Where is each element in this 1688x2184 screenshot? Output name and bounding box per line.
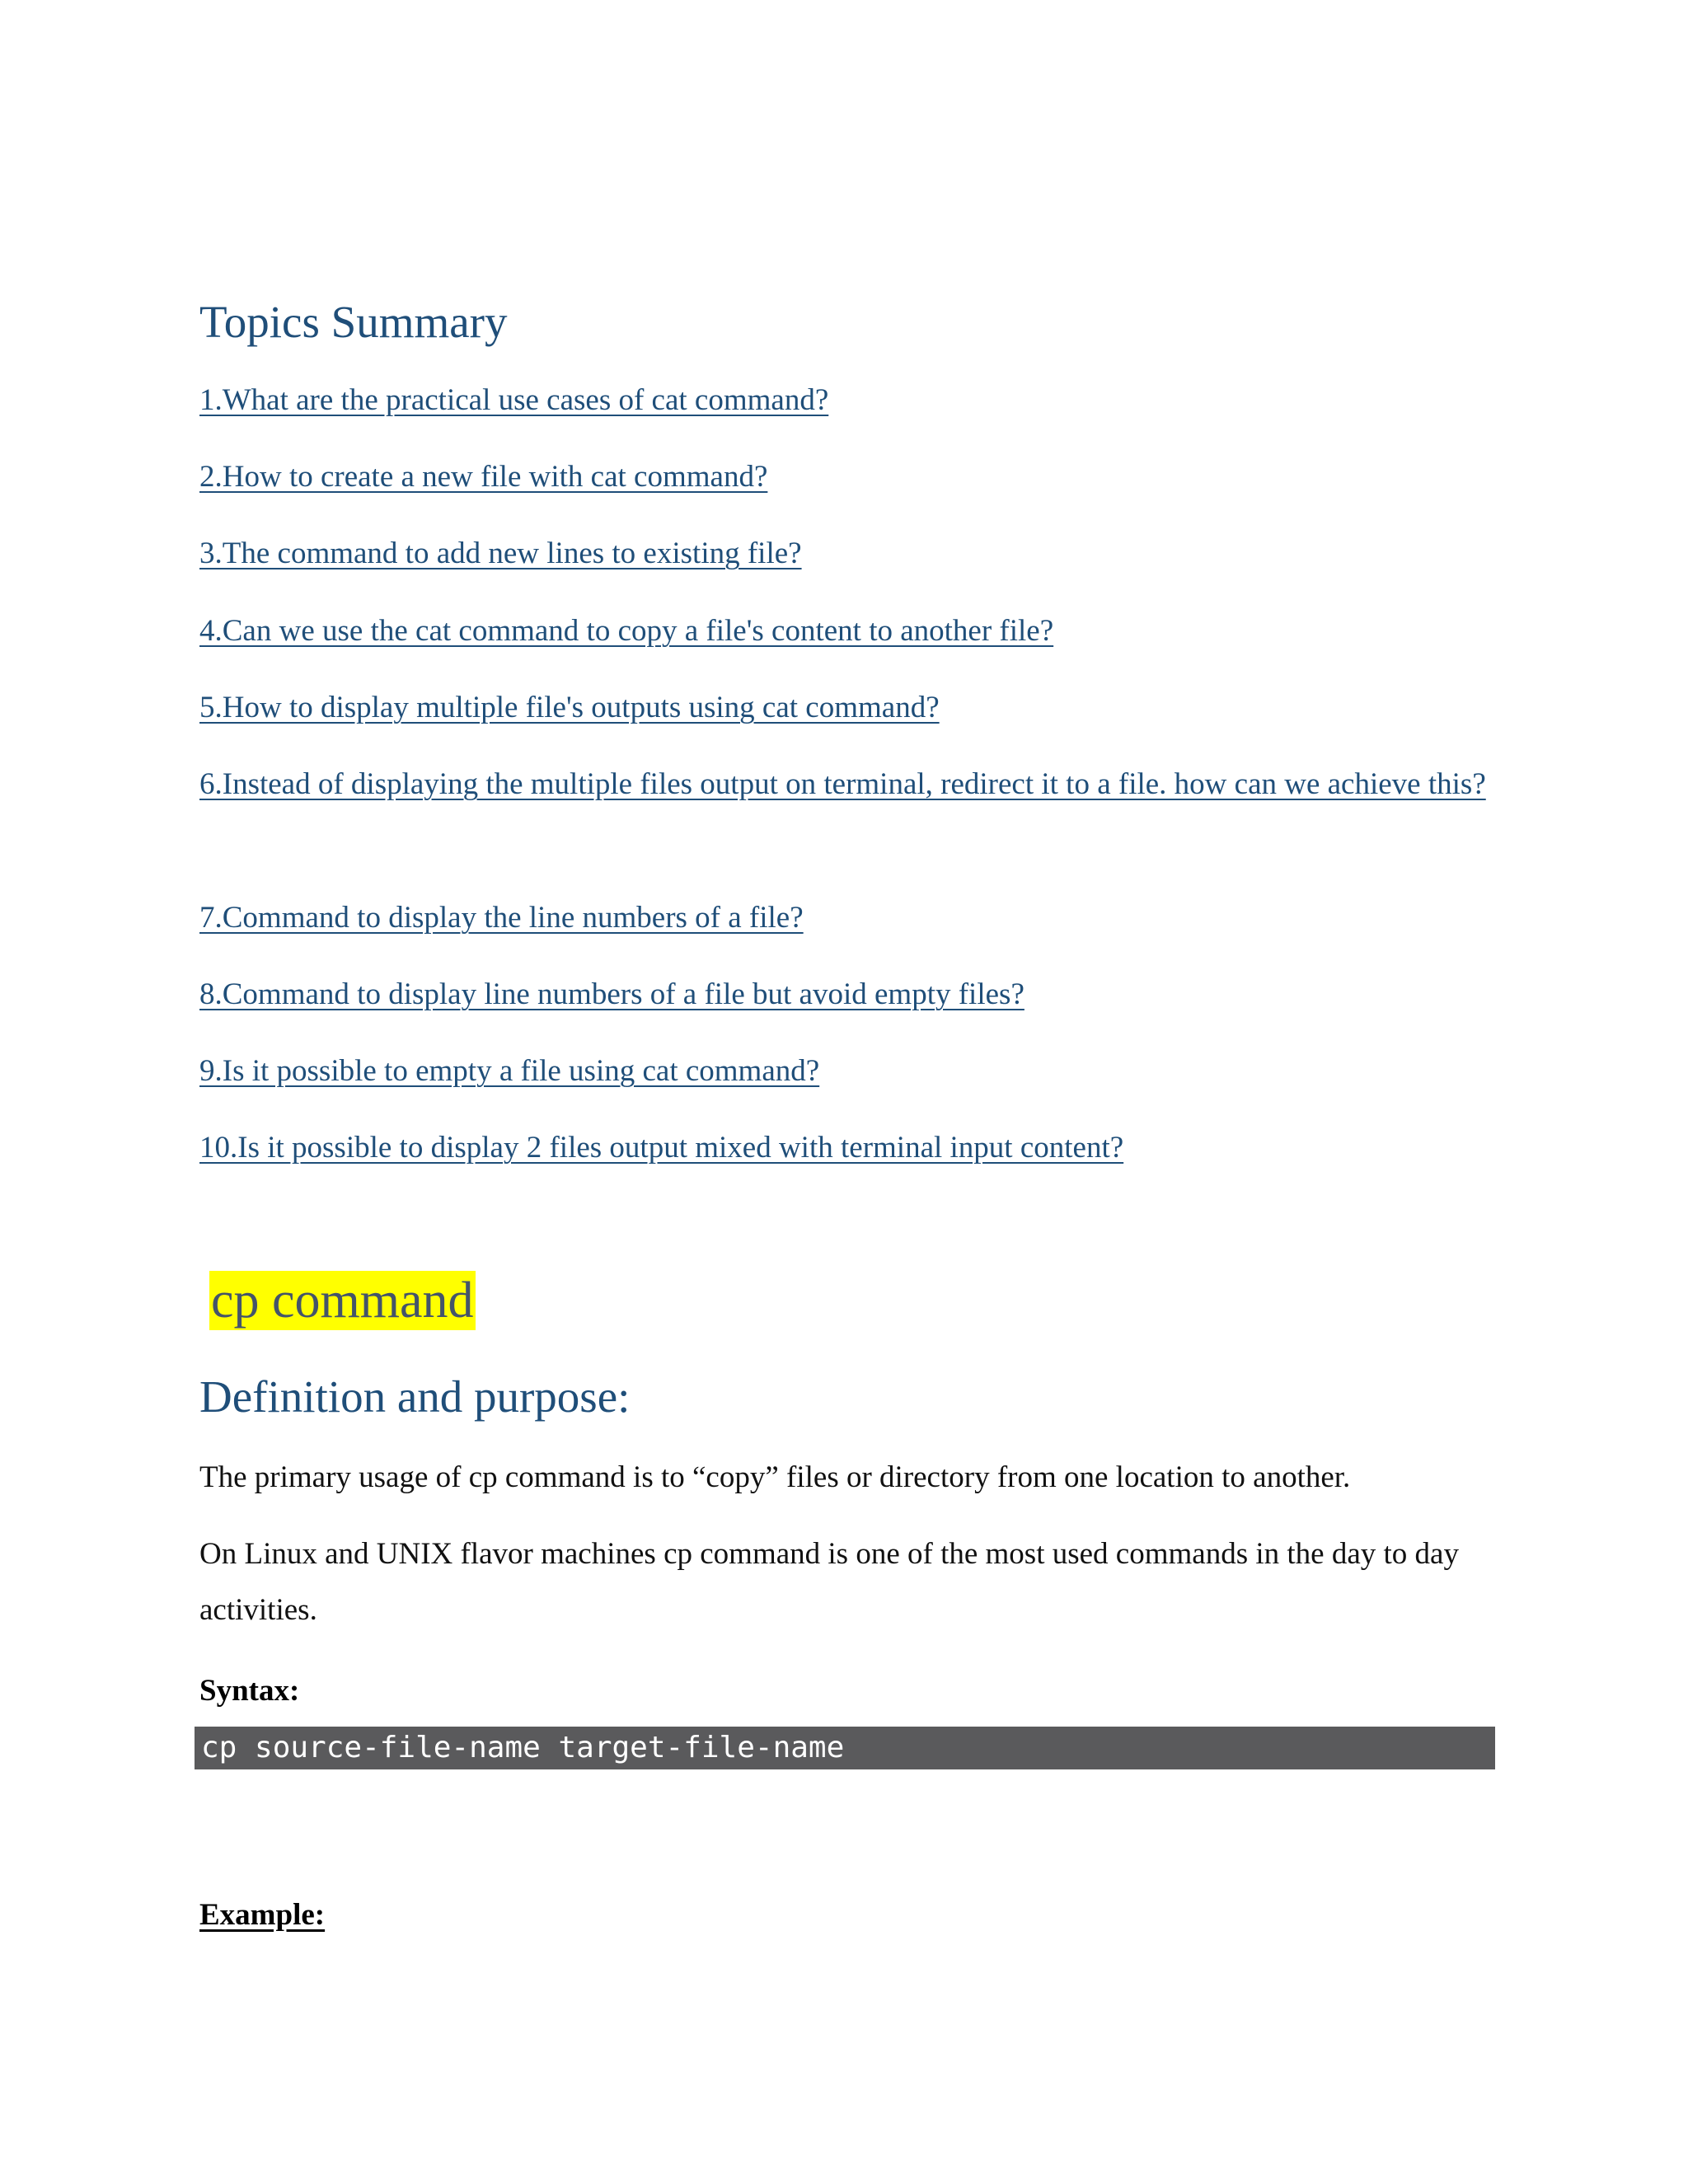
syntax-label: Syntax: <box>199 1674 300 1708</box>
definition-paragraph-1: The primary usage of cp command is to “copy” files or directory from one location to another. <box>199 1460 1351 1494</box>
toc-link-7[interactable]: 7.Command to display the line numbers of a file? <box>199 901 804 935</box>
definition-heading: Definition and purpose: <box>199 1371 631 1422</box>
toc-link-10[interactable]: 10.Is it possible to display 2 files output mixed with terminal input content? <box>199 1131 1124 1165</box>
toc-link-4[interactable]: 4.Can we use the cat command to copy a file's content to another file? <box>199 614 1054 648</box>
toc-link-5[interactable]: 5.How to display multiple file's outputs using cat command? <box>199 691 940 724</box>
example-label: Example: <box>199 1898 326 1932</box>
topics-summary-heading: Topics Summary <box>199 297 508 347</box>
toc-link-9[interactable]: 9.Is it possible to empty a file using cat command? <box>199 1054 820 1088</box>
toc-link-6[interactable]: 6.Instead of displaying the multiple files output on terminal, redirect it to a file. how can we achieve this? <box>199 767 1486 801</box>
toc-link-8[interactable]: 8.Command to display line numbers of a file but avoid empty files? <box>199 977 1025 1011</box>
definition-paragraph-2: On Linux and UNIX flavor machines cp command is one of the most used commands in the day to day activities. <box>199 1537 1459 1627</box>
toc-link-1[interactable]: 1.What are the practical use cases of cat command? <box>199 383 829 417</box>
section-title-highlighted: cp command <box>211 1272 474 1329</box>
toc-link-3[interactable]: 3.The command to add new lines to existing file? <box>199 537 802 570</box>
toc-link-2[interactable]: 2.How to create a new file with cat command? <box>199 460 768 494</box>
syntax-code-block: cp source-file-name target-file-name <box>195 1727 1495 1769</box>
